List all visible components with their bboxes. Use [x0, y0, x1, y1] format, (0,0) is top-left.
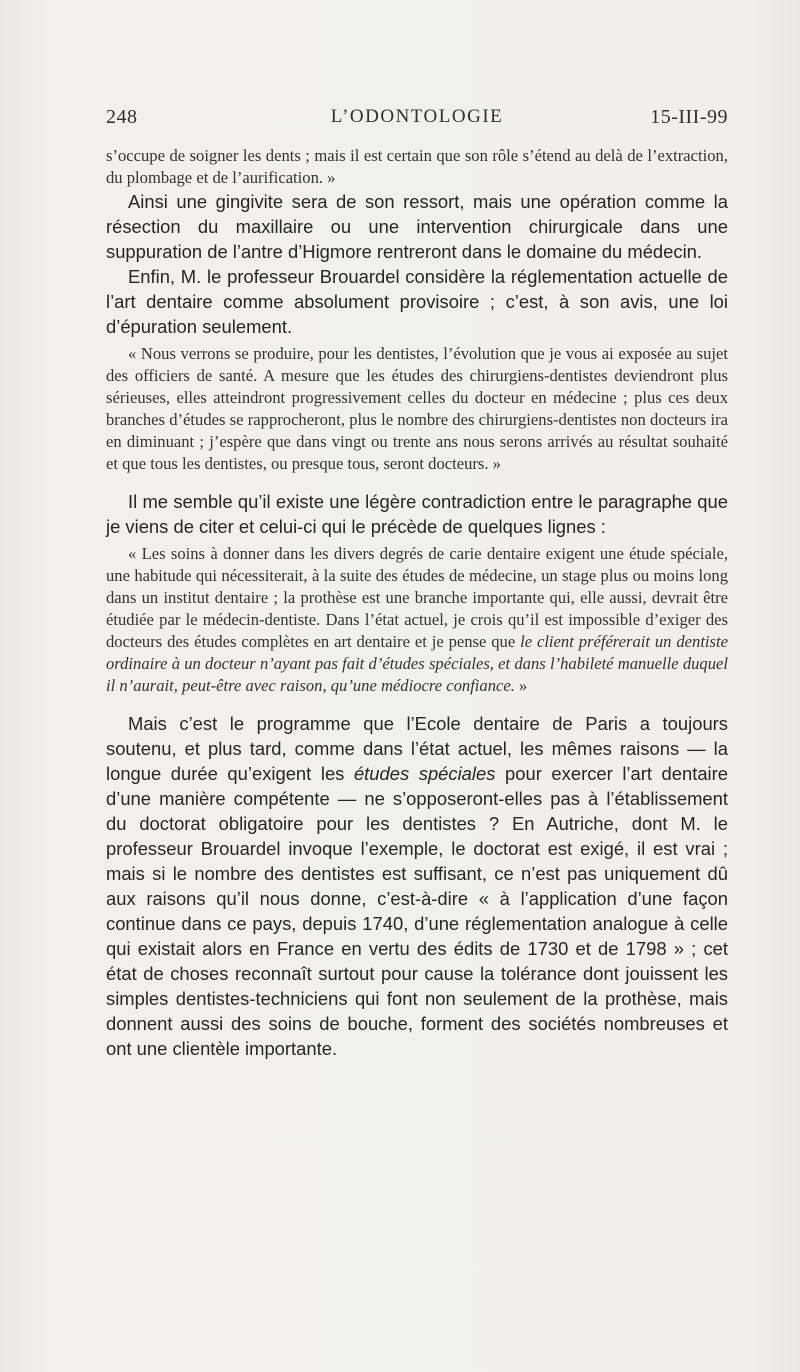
issue-date: 15-III-99 — [650, 106, 728, 128]
paragraph-programme — [106, 711, 728, 1061]
quote-soins-end: » — [514, 676, 528, 695]
paragraph-contradiction: Il me semble qu’il existe une légère contradiction entre le paragraphe que je viens de citer et celui-ci qui le précède de quelques lignes : — [106, 491, 728, 537]
page-number: 248 — [106, 106, 138, 128]
programme-text-b: pour exercer l’art dentaire d’une manière compétente — ne s’opposeront-elles pas à l’établissement du doctorat obligatoire pour les dentistes ? En Autriche, dont M. le professeur Brouardel invoque l’exemple, le doctorat est exigé, il est vrai ; mais si le nombre des dentistes est suffisant, ce n’est pas uniquement dû aux raisons qu’il nous donne, c’est-à-dire « à l’application d’une façon continue dans ce pays, depuis 1740, d’une réglementation analogue à celle qui existait alors en France en vertu des édits de 1730 et de 1798 » ; cet état de choses reconnaît surtout pour cause la tolérance dont jouissent les simples dentistes-techniciens qui font non seulement de la prothèse, mais donnent aussi des soins de bouche, forment des sociétés nombreuses et ont une clientèle importante. — [106, 763, 728, 1059]
programme-text-a: Mais c’est le programme que l’Ecole dentaire de Paris a toujours soutenu, et plus tard, comme dans l’état actuel, les mêmes raisons — la longue durée qu’exigent les — [106, 713, 728, 784]
quote-soins-text: « Les soins à donner dans les divers degrés de carie dentaire exigent une étude spéciale, une habitude qui nécessiterait, à la suite des études de médecine, un stage plus ou moins long dans un institut dentaire ; la prothèse est une branche importante qui, elle aussi, devrait être étudiée par le médecin-dentiste. Dans l’état actuel, je crois qu’il est impossible d’exiger des docteurs des études complètes en art dentaire et je pense que — [106, 544, 728, 651]
programme-italic: études spéciales — [353, 763, 496, 784]
paragraph-brouardel: Enfin, M. le professeur Brouardel considère la réglementation actuelle de l’art dentaire comme absolument provisoire ; c’est, à son avis, une loi d’épuration seulement. — [106, 266, 728, 337]
quote-soins-italic: le client préférerait un dentiste ordinaire à un docteur n’ayant pas fait d’études spéciales, et dans l’habileté manuelle duquel il n’aurait, peut-être avec raison, qu’une médiocre confiance. — [106, 632, 728, 695]
page-body — [106, 145, 728, 1061]
paragraph-quote-soins — [106, 543, 728, 697]
running-title: L’ODONTOLOGIE — [330, 106, 504, 127]
running-header — [106, 106, 728, 136]
paragraph-quote-end: s’occupe de soigner les dents ; mais il est certain que son rôle s’étend au delà de l’extraction, du plombage et de l’aurification. » — [106, 146, 728, 187]
paragraph-quote-evolution: « Nous verrons se produire, pour les dentistes, l’évolution que je vous ai exposée au sujet des officiers de santé. A mesure que les études des chirurgiens-dentistes deviendront plus sérieuses, elles atteindront progressivement celles du docteur en médecine ; plus ces deux branches d’études se rapprocheront, plus le nombre des chirurgiens-dentistes non docteurs ira en diminuant ; j’espère que dans vingt ou trente ans nous serons arrivés au résultat souhaité et que tous les dentistes, ou presque tous, seront docteurs. » — [106, 344, 728, 473]
paragraph-gingivite: Ainsi une gingivite sera de son ressort, mais une opération comme la résection du maxillaire ou une intervention chirurgicale dans une suppuration de l’antre d’Higmore rentreront dans le domaine du médecin. — [106, 191, 728, 262]
